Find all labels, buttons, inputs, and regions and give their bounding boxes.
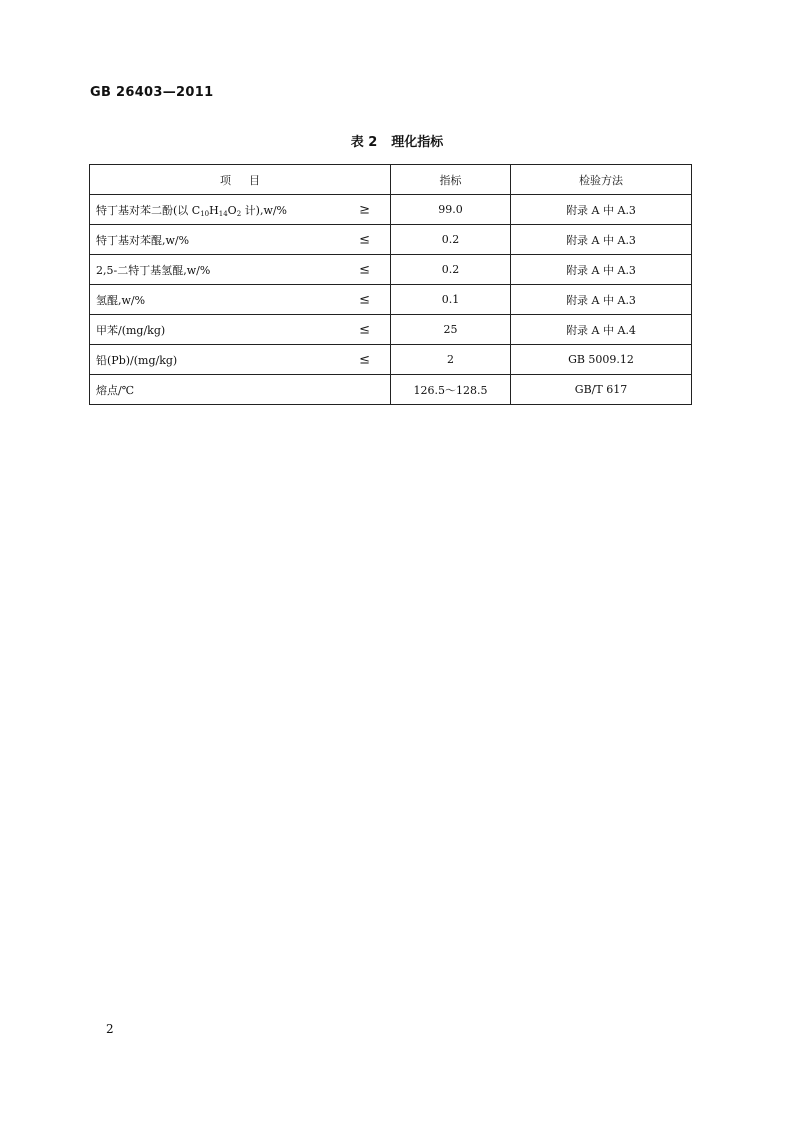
row-method: 附录 A 中 A.3 [511,285,692,315]
comparison-operator: ≤ [359,232,370,247]
row-item: 氢醌,w/% ≤ [90,285,391,315]
column-header-value: 指标 [391,165,511,195]
physicochemical-spec-table [89,164,692,405]
row-item: 熔点/℃ [90,375,391,405]
comparison-operator: ≥ [359,202,370,217]
table-row [90,345,692,375]
table-row [90,285,692,315]
row-value: 25 [391,315,511,345]
standard-number: GB 26403—2011 [90,85,214,100]
row-value: 2 [391,345,511,375]
row-item: 2,5-二特丁基氢醌,w/% ≤ [90,255,391,285]
row-method: 附录 A 中 A.4 [511,315,692,345]
table-row [90,315,692,345]
row-method: 附录 A 中 A.3 [511,195,692,225]
row-value: 126.5～128.5 [391,375,511,405]
row-value: 99.0 [391,195,511,225]
table-row [90,195,692,225]
row-item: 甲苯/(mg/kg) ≤ [90,315,391,345]
column-header-item: 项目 [90,165,391,195]
row-item: 特丁基对苯醌,w/% ≤ [90,225,391,255]
row-value: 0.2 [391,225,511,255]
column-header-method: 检验方法 [511,165,692,195]
row-method: 附录 A 中 A.3 [511,255,692,285]
row-value: 0.2 [391,255,511,285]
table-row [90,255,692,285]
table-title: 理化指标 [391,135,444,150]
comparison-operator: ≤ [359,262,370,277]
row-value: 0.1 [391,285,511,315]
comparison-operator: ≤ [359,322,370,337]
row-item: 特丁基对苯二酚(以 $C_{10}H_{14}O_2$ 计),w/% ≥ [90,195,391,225]
row-method: GB 5009.12 [511,345,692,375]
row-item: 铅(Pb)/(mg/kg) ≤ [90,345,391,375]
row-method: 附录 A 中 A.3 [511,225,692,255]
table-header-row [90,165,692,195]
row-method: GB/T 617 [511,375,692,405]
table-caption [0,131,794,150]
comparison-operator: ≤ [359,352,370,367]
table-row [90,225,692,255]
page-number: 2 [106,1022,114,1036]
comparison-operator: ≤ [359,292,370,307]
table-row [90,375,692,405]
table-number: 表 2 [350,135,378,150]
